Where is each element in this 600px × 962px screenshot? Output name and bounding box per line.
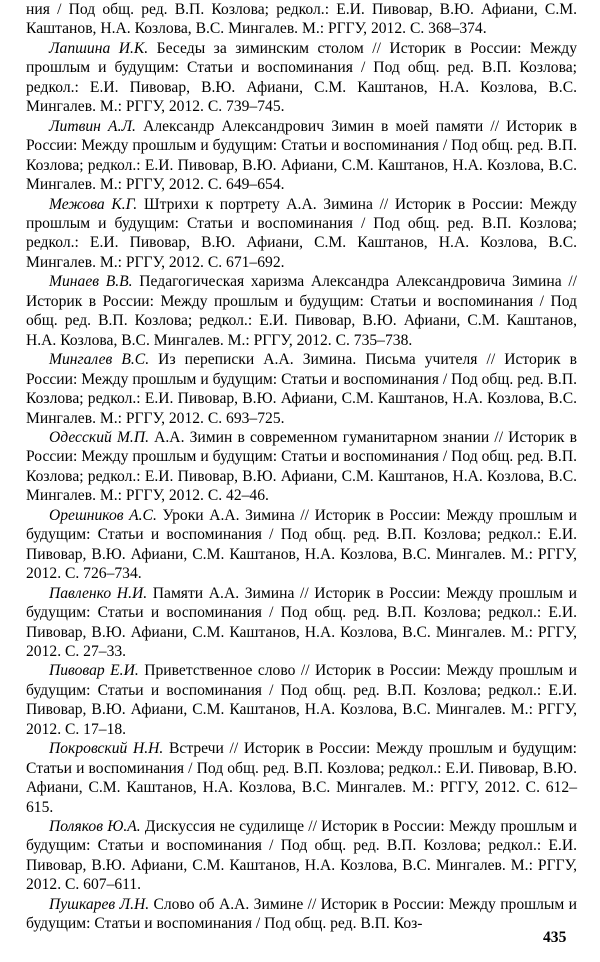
entry-text: Памяти А.А. Зимина // Историк в России: Между прошлым и будущим: Статьи и воспоминания / Под общ. ред. В.П. Козлова; редкол.: Е.И. Пивовар, В.Ю. Афиани, С.М. Каштанов, Н.А. Козлова, В.С. Мингалев. М.: РГГУ, 2012. С. 27–33.	[26, 584, 577, 660]
entry-author: Минаев В.В.	[49, 273, 133, 291]
entry-author: Орешников А.С.	[49, 506, 157, 524]
entry-text: А.А. Зимин в современном гуманитарном знании // Историк в России: Между прошлым и будущим: Статьи и воспоминания / Под общ. ред. В.П. Козлова; редкол.: Е.И. Пивовар, В.Ю. Афиани, С.М. Каштанов, Н.А. Козлова, В.С. Мингалев. М.: РГГУ, 2012. С. 42–46.	[26, 428, 577, 505]
entry-author: Одесский М.П.	[49, 428, 149, 446]
entry-text: Слово об А.А. Зимине // Историк в России: Между прошлым и будущим: Статьи и воспоминания / Под общ. ред. В.П. Коз-	[26, 895, 577, 933]
entry-text: Встречи // Историк в России: Между прошлым и будущим: Статьи и воспоминания / Под общ. ред. В.П. Козлова; редкол.: Е.И. Пивовар, В.Ю. Афиани, С.М. Каштанов, Н.А. Козлова, В.С. Мингалев. М.: РГГУ, 2012. С. 612–615.	[26, 740, 577, 816]
entry-text: Педагогическая харизма Александра Александровича Зимина // Историк в России: Между прошлым и будущим: Статьи и воспоминания / Под общ. ред. В.П. Козлова; редкол.: Е.И. Пивовар, В.Ю. Афиани, С.М. Каштанов, Н.А. Козлова, В.С. Мингалев. М.: РГГУ, 2012. С. 735–738.	[26, 273, 577, 349]
bibliography-page	[26, 0, 577, 934]
entry-author: Мингалев В.С.	[49, 351, 150, 369]
bibliography-entry	[26, 584, 577, 662]
entry-text: Приветственное слово // Историк в России: Между прошлым и будущим: Статьи и воспоминания / Под общ. ред. В.П. Козлова; редкол.: Е.И. Пивовар, В.Ю. Афиани, С.М. Каштанов, Н.А. Козлова, В.С. Мингалев. М.: РГГУ, 2012. С. 17–18.	[26, 662, 577, 738]
bibliography-entry	[26, 817, 577, 895]
entry-author: Межова К.Г.	[49, 195, 138, 213]
entry-text: ния / Под общ. ред. В.П. Козлова; редкол.: Е.И. Пивовар, В.Ю. Афиани, С.М. Каштанов, Н.А. Козлова, В.С. Мингалев. М.: РГГУ, 2012. С. 368–374.	[26, 1, 577, 38]
entry-text: Штрихи к портрету А.А. Зимина // Историк в России: Между прошлым и будущим: Статьи и воспоминания / Под общ. ред. В.П. Козлова; редкол.: Е.И. Пивовар, В.Ю. Афиани, С.М. Каштанов, Н.А. Козлова, В.С. Мингалев. М.: РГГУ, 2012. С. 671–692.	[26, 195, 577, 271]
entry-author: Литвин А.Л.	[49, 117, 136, 135]
entry-author: Покровский Н.Н.	[49, 740, 164, 758]
bibliography-entry	[26, 117, 577, 195]
entry-text: Уроки А.А. Зимина // Историк в России: Между прошлым и будущим: Статьи и воспоминания / Под общ. ред. В.П. Козлова; редкол.: Е.И. Пивовар, В.Ю. Афиани, С.М. Каштанов, Н.А. Козлова, В.С. Мингалев. М.: РГГУ, 2012. С. 726–734.	[26, 506, 577, 583]
page-number: 435	[543, 929, 567, 946]
entry-author: Поляков Ю.А.	[49, 818, 141, 836]
bibliography-entry-continued	[26, 0, 577, 39]
entry-text: Дискуссия не судилище // Историк в России: Между прошлым и будущим: Статьи и воспоминания / Под общ. ред. В.П. Козлова; редкол.: Е.И. Пивовар, В.Ю. Афиани, С.М. Каштанов, Н.А. Козлова, В.С. Мингалев. М.: РГГУ, 2012. С. 607–611.	[26, 818, 577, 894]
bibliography-entry	[26, 350, 577, 428]
bibliography-entry	[26, 506, 577, 584]
entry-author: Лапшина И.К.	[49, 39, 149, 57]
bibliography-entry	[26, 895, 577, 934]
bibliography-entry	[26, 195, 577, 273]
entry-author: Пушкарев Л.Н.	[49, 895, 150, 913]
bibliography-entry	[26, 739, 577, 817]
bibliography-entry	[26, 428, 577, 506]
bibliography-entry	[26, 39, 577, 117]
entry-text: Беседы за зиминским столом // Историк в России: Между прошлым и будущим: Статьи и воспоминания / Под общ. ред. В.П. Козлова; редкол.: Е.И. Пивовар, В.Ю. Афиани, С.М. Каштанов, Н.А. Козлова, В.С. Мингалев. М.: РГГУ, 2012. С. 739–745.	[26, 39, 577, 116]
bibliography-entry	[26, 272, 577, 350]
entry-text: Из переписки А.А. Зимина. Письма учителя // Историк в России: Между прошлым и будущим: Статьи и воспоминания / Под общ. ред. В.П. Козлова; редкол.: Е.И. Пивовар, В.Ю. Афиани, С.М. Каштанов, Н.А. Козлова, В.С. Мингалев. М.: РГГУ, 2012. С. 693–725.	[26, 351, 577, 427]
entry-author: Павленко Н.И.	[49, 584, 148, 602]
entry-text: Александр Александрович Зимин в моей памяти // Историк в России: Между прошлым и будущим: Статьи и воспоминания / Под общ. ред. В.П. Козлова; редкол.: Е.И. Пивовар, В.Ю. Афиани, С.М. Каштанов, Н.А. Козлова, В.С. Мингалев. М.: РГГУ, 2012. С. 649–654.	[26, 117, 577, 194]
bibliography-entry	[26, 661, 577, 739]
entry-author: Пивовар Е.И.	[49, 662, 139, 680]
